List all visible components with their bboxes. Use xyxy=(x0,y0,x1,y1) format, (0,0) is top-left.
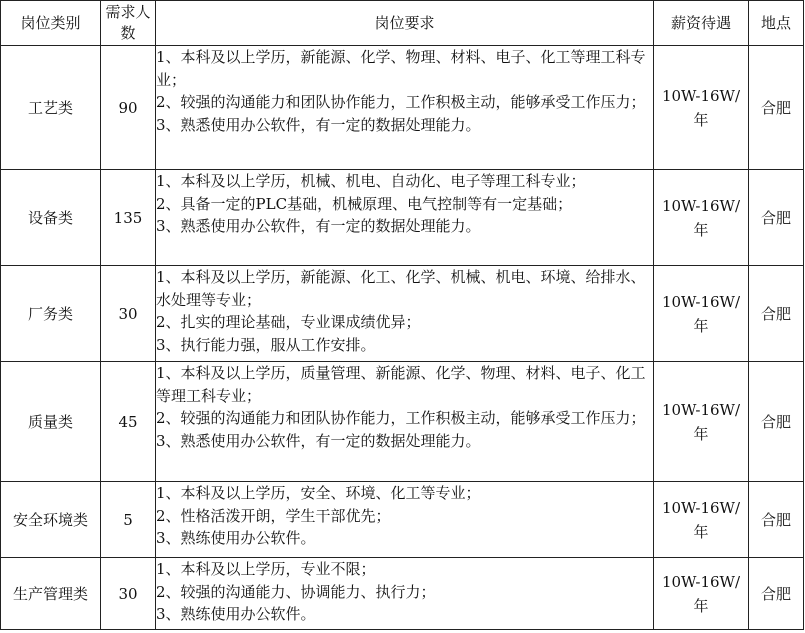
requirement-item: 2、较强的沟通能力和团队协作能力，工作积极主动，能够承受工作压力； xyxy=(156,409,646,427)
table-row xyxy=(1,362,804,482)
table-row xyxy=(1,558,804,630)
location-cell: 合肥 xyxy=(749,362,804,482)
table-row xyxy=(1,46,804,170)
header-salary: 薪资待遇 xyxy=(654,1,749,46)
category-text: 安全环境类 xyxy=(12,510,88,529)
requirement-item: 2、性格活泼开朗，学生干部优先； xyxy=(156,506,391,525)
requirement-item: 3、熟悉使用办公软件，有一定的数据处理能力。 xyxy=(156,217,481,235)
count-cell: 30 xyxy=(101,266,156,362)
table-row xyxy=(1,482,804,558)
salary-text: 10W-16W/年 xyxy=(661,572,741,615)
category-cell xyxy=(1,46,101,170)
header-location: 地点 xyxy=(749,1,804,46)
requirement-item: 2、具备一定的PLC基础，机械原理、电气控制等有一定基础； xyxy=(156,194,573,213)
requirements-cell xyxy=(156,482,654,558)
requirement-item: 1、本科及以上学历，专业不限； xyxy=(156,560,376,578)
header-row xyxy=(1,1,804,46)
count-cell: 45 xyxy=(101,362,156,482)
requirement-item: 3、熟练使用办公软件。 xyxy=(156,605,316,623)
requirement-item: 2、扎实的理论基础，专业课成绩优异； xyxy=(156,313,421,331)
count-cell: 30 xyxy=(101,558,156,630)
salary-cell xyxy=(654,558,749,630)
category-cell xyxy=(1,362,101,482)
table-row xyxy=(1,170,804,266)
salary-text: 10W-16W/年 xyxy=(661,400,741,443)
count-cell: 135 xyxy=(101,170,156,266)
requirement-item: 3、执行能力强，服从工作安排。 xyxy=(156,335,376,354)
requirement-item: 1、本科及以上学历，新能源、化学、物理、材料、电子、化工等理工科专业； xyxy=(156,48,646,89)
requirement-item: 2、较强的沟通能力和团队协作能力，工作积极主动，能够承受工作压力； xyxy=(156,93,646,111)
location-cell: 合肥 xyxy=(749,170,804,266)
table-row xyxy=(1,266,804,362)
salary-cell xyxy=(654,482,749,558)
requirements-cell xyxy=(156,362,654,482)
category-text: 设备类 xyxy=(27,208,73,227)
header-count: 需求人数 xyxy=(101,1,156,46)
requirement-item: 1、本科及以上学历，机械、机电、自动化、电子等理工科专业； xyxy=(156,172,586,190)
category-text: 工艺类 xyxy=(27,98,73,117)
requirements-cell xyxy=(156,558,654,630)
requirements-cell xyxy=(156,170,654,266)
category-cell xyxy=(1,558,101,630)
category-text: 生产管理类 xyxy=(12,584,88,603)
salary-text: 10W-16W/年 xyxy=(661,498,741,541)
requirement-item: 1、本科及以上学历，安全、环境、化工等专业； xyxy=(156,484,481,502)
category-text: 厂务类 xyxy=(27,304,73,323)
header-requirements: 岗位要求 xyxy=(156,1,654,46)
count-cell: 5 xyxy=(101,482,156,558)
requirement-item: 3、熟练使用办公软件。 xyxy=(156,529,316,547)
category-cell xyxy=(1,482,101,558)
requirement-item: 3、熟悉使用办公软件，有一定的数据处理能力。 xyxy=(156,431,481,450)
location-cell: 合肥 xyxy=(749,266,804,362)
salary-cell xyxy=(654,266,749,362)
location-cell: 合肥 xyxy=(749,46,804,170)
salary-text: 10W-16W/年 xyxy=(661,292,741,335)
salary-cell xyxy=(654,46,749,170)
salary-text: 10W-16W/年 xyxy=(661,196,741,239)
requirements-cell xyxy=(156,46,654,170)
requirement-item: 1、本科及以上学历，新能源、化工、化学、机械、机电、环境、给排水、水处理等专业； xyxy=(156,268,646,309)
salary-cell xyxy=(654,170,749,266)
header-category: 岗位类别 xyxy=(1,1,101,46)
category-text: 质量类 xyxy=(27,412,73,431)
requirement-item: 1、本科及以上学历，质量管理、新能源、化学、物理、材料、电子、化工等理工科专业； xyxy=(156,364,646,405)
count-cell: 90 xyxy=(101,46,156,170)
location-cell: 合肥 xyxy=(749,558,804,630)
category-cell xyxy=(1,170,101,266)
salary-text: 10W-16W/年 xyxy=(661,86,741,129)
requirement-item: 2、较强的沟通能力、协调能力、执行力； xyxy=(156,582,436,601)
category-cell xyxy=(1,266,101,362)
salary-cell xyxy=(654,362,749,482)
requirements-cell xyxy=(156,266,654,362)
location-cell: 合肥 xyxy=(749,482,804,558)
requirement-item: 3、熟悉使用办公软件，有一定的数据处理能力。 xyxy=(156,115,481,134)
